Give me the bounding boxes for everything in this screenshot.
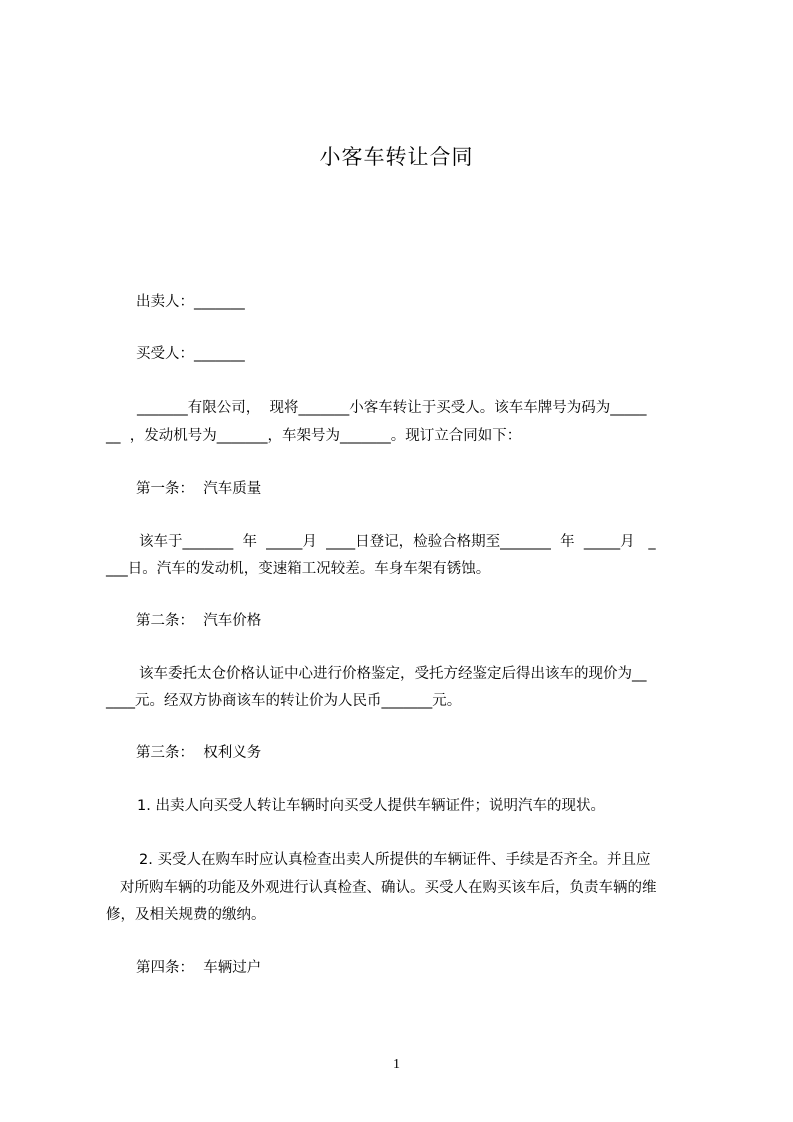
seller-line: 出卖人：_______: [136, 294, 245, 310]
article-2-heading: 第二条： 汽车价格: [136, 613, 262, 629]
article-4-heading: 第四条： 车辆过户: [136, 960, 262, 976]
article-3-item-1: 1. 出卖人向买受人转让车辆时向买受人提供车辆证件；说明汽车的现状。: [137, 798, 605, 814]
page-number: 1: [393, 1057, 400, 1072]
article-3-item-2-line-1: 2. 买受人在购车时应认真检查出卖人所提供的车辆证件、手续是否齐全。并且应: [139, 852, 651, 868]
article-1-line-2: ___日。汽车的发动机，变速箱工况较差。车身车架有锈蚀。: [106, 561, 491, 577]
article-3-item-2-line-2: 对所购车辆的功能及外观进行认真检查、确认。买受人在购买该车后，负责车辆的维: [120, 880, 657, 896]
intro-line-1: _______有限公司， 现将_______小客车转让于买受人。该车车牌号为码为_____: [137, 400, 647, 416]
article-2-line-2: ____元。经双方协商该车的转让价为人民币_______元。: [106, 693, 462, 709]
intro-line-2: __ ，发动机号为_______，车架号为_______。现订立合同如下：: [106, 428, 522, 444]
article-1-heading: 第一条： 汽车质量: [136, 481, 262, 497]
article-2-line-1: 该车委托太仓价格认证中心进行价格鉴定，受托方经鉴定后得出该车的现价为__: [139, 666, 647, 682]
article-3-item-2-line-3: 修，及相关规费的缴纳。: [106, 907, 266, 923]
buyer-line: 买受人：_______: [136, 346, 245, 362]
article-3-heading: 第三条： 权利义务: [136, 745, 262, 761]
document-title: 小客车转让合同: [319, 145, 474, 169]
article-1-line-1: 该车于_______ 年 _____月 ____日登记，检验合格期至_______ 年 _____月 _: [139, 534, 656, 550]
